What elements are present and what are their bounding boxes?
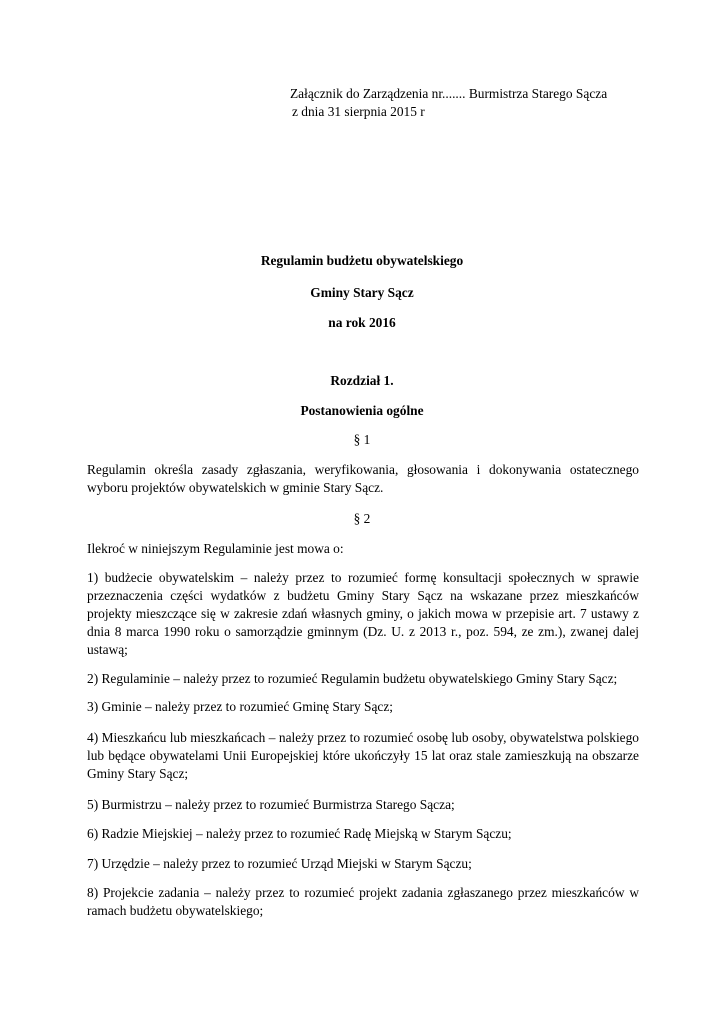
- document-title: Regulamin budżetu obywatelskiego: [260, 253, 464, 268]
- definition-item: 1) budżecie obywatelskim – należy przez to rozumieć formę konsultacji społecznych w sprawie przeznaczenia części wydatków z budżetu Gminy Stary Sącz na wskazane przez mieszkańców projekty mieszczące się w zakresie zdań własnych gminy, o jakich mowa w przepisie art. 7 ustawy z dnia 8 marca 1990 roku o samorządzie gminnym (Dz. U. z 2013 r., poz. 594, ze zm.), zwanej dalej ustawą;: [87, 570, 639, 657]
- section-2-intro: Ilekroć w niniejszym Regulaminie jest mowa o:: [87, 541, 344, 556]
- section-mark-2: § 2: [353, 511, 371, 526]
- definition-item: 8) Projekcie zadania – należy przez to rozumieć projekt zadania zgłaszanego przez mieszkańców w ramach budżetu obywatelskiego;: [87, 885, 639, 918]
- definition-item: 6) Radzie Miejskiej – należy przez to rozumieć Radę Miejską w Starym Sączu;: [87, 826, 512, 841]
- definition-item: 3) Gminie – należy przez to rozumieć Gminę Stary Sącz;: [87, 699, 394, 714]
- section-1-text: Regulamin określa zasady zgłaszania, weryfikowania, głosowania i dokonywania ostatecznego wyboru projektów obywatelskich w gminie Stary Sącz.: [87, 462, 639, 495]
- section-mark-1: § 1: [353, 432, 371, 447]
- definition-item: 2) Regulaminie – należy przez to rozumieć Regulamin budżetu obywatelskiego Gminy Stary Sącz;: [87, 671, 618, 686]
- definition-item: 5) Burmistrzu – należy przez to rozumieć Burmistrza Starego Sącza;: [87, 797, 455, 812]
- definition-item: 4) Mieszkańcu lub mieszkańcach – należy przez to rozumieć osobę lub osoby, obywatelstwa polskiego lub będące obywatelami Unii Europejskiej które ukończyły 15 lat oraz stale zamieszkują na obszarze Gminy Stary Sącz;: [87, 730, 639, 781]
- attachment-note: [290, 85, 690, 121]
- chapter-number: Rozdział 1.: [330, 373, 394, 388]
- definition-item: 7) Urzędzie – należy przez to rozumieć Urząd Miejski w Starym Sączu;: [87, 856, 472, 871]
- attachment-note-line1: Załącznik do Zarządzenia nr....... Burmistrza Starego Sącza: [290, 86, 608, 101]
- document-title-municipality: Gminy Stary Sącz: [310, 285, 414, 300]
- attachment-note-date: z dnia 31 sierpnia 2015 r: [292, 104, 425, 119]
- chapter-title: Postanowienia ogólne: [300, 403, 424, 418]
- document-title-year: na rok 2016: [328, 315, 396, 330]
